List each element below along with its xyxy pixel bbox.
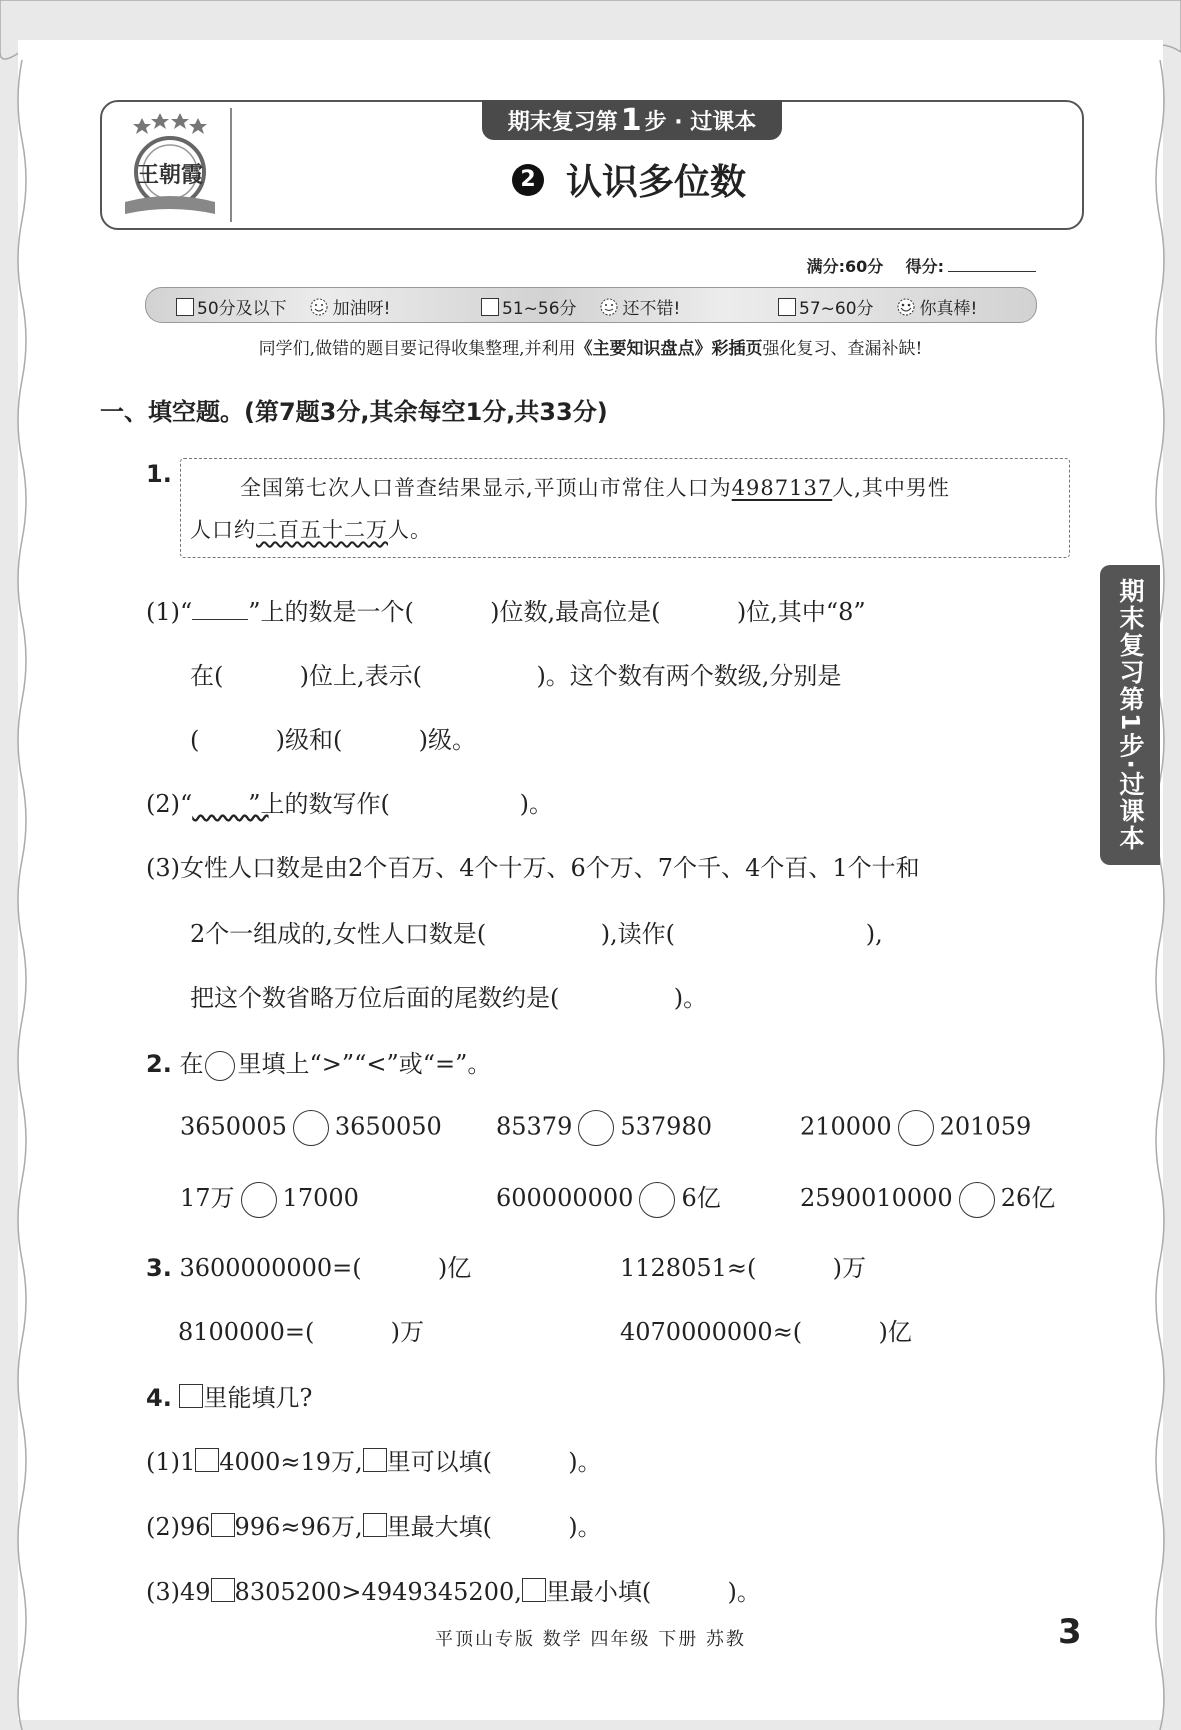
step-tab-pre: 期末复习第 [507, 109, 618, 135]
rating-checkbox[interactable] [778, 298, 796, 316]
q1-part1-line3: ( )级和( )级。 [190, 726, 477, 754]
score-blank[interactable] [948, 271, 1036, 272]
cheer-icon [309, 297, 329, 317]
note-pre: 同学们,做错的题目要记得收集整理,并利用 [258, 339, 576, 359]
section-title: 一、填空题。(第7题3分,其余每空1分,共33分) [100, 398, 608, 426]
rating-checkbox[interactable] [481, 298, 499, 316]
compare-right: 17000 [282, 1184, 359, 1212]
text: 里可以填( )。 [386, 1448, 602, 1476]
page-number: 3 [1058, 1612, 1082, 1652]
square-icon [211, 1578, 235, 1602]
lesson-number-badge: 2 [512, 164, 544, 196]
brand-logo [120, 110, 220, 220]
passage-male-number: 二百五十二万 [256, 518, 388, 542]
q3-item-b: 1128051≈( )万 [620, 1254, 867, 1282]
q4-part2 [146, 1507, 602, 1542]
compare-circle[interactable] [959, 1182, 995, 1218]
q1-part3-line2: 2个一组成的,女性人口数是( ),读作( ), [190, 920, 883, 948]
square-icon [195, 1448, 219, 1472]
question-number: 4. [146, 1384, 172, 1412]
q4-prompt [146, 1378, 312, 1413]
rating-item [176, 294, 390, 319]
q1-part1-line2: 在( )位上,表示( )。这个数有两个数级,分别是 [190, 662, 842, 690]
question-number: 2. [146, 1050, 172, 1078]
text: 8305200>4949345200, [234, 1578, 522, 1606]
text: 996≈96万, [234, 1513, 363, 1541]
step-tab [482, 100, 782, 140]
q3-item-d: 4070000000≈( )亿 [620, 1318, 912, 1346]
underline-marker [192, 619, 248, 620]
compare-item [800, 1110, 1031, 1146]
q3-item-a [146, 1248, 471, 1283]
compare-circle[interactable] [639, 1182, 675, 1218]
text: 3600000000=( )亿 [179, 1254, 472, 1282]
lesson-title-text: 认识多位数 [566, 162, 747, 203]
step-tab-post: 步 · 过课本 [644, 109, 757, 135]
compare-right: 201059 [939, 1112, 1032, 1141]
compare-right: 3650050 [334, 1112, 442, 1141]
wavy-marker [192, 790, 248, 818]
study-note [0, 334, 1181, 359]
rating-range: 50分及以下 [197, 299, 287, 319]
logo-text: 王朝霞 [136, 162, 203, 188]
compare-circle[interactable] [293, 1110, 329, 1146]
side-tab: 期末复习第1步·过课本 [1100, 565, 1160, 865]
passage-text: 人口约 [190, 518, 256, 542]
text: 里最小填( )。 [545, 1578, 761, 1606]
footer-edition: 平顶山专版 数学 四年级 下册 苏教 [435, 1629, 746, 1650]
text: (2)96 [146, 1513, 211, 1541]
passage-line [190, 514, 432, 544]
q1-part1-line1 [146, 592, 866, 627]
compare-left: 210000 [800, 1112, 892, 1141]
square-icon [211, 1513, 235, 1537]
header-divider [230, 108, 232, 222]
compare-circle[interactable] [898, 1110, 934, 1146]
q3-item-c: 8100000=( )万 [178, 1318, 425, 1346]
rating-range: 51~56分 [502, 299, 577, 319]
text: (3)49 [146, 1578, 211, 1606]
compare-circle[interactable] [241, 1182, 277, 1218]
q4-part3 [146, 1572, 761, 1607]
lesson-title [512, 154, 746, 205]
compare-item [496, 1110, 712, 1146]
text: (1)1 [146, 1448, 196, 1476]
rating-item [481, 294, 680, 319]
rating-checkbox[interactable] [176, 298, 194, 316]
passage-line [240, 472, 950, 502]
compare-right: 6亿 [681, 1184, 721, 1212]
rating-message: 加油呀! [332, 299, 391, 319]
circle-icon [205, 1051, 235, 1081]
compare-left: 3650005 [180, 1112, 287, 1141]
compare-item [180, 1110, 442, 1146]
compare-left: 2590010000 [800, 1184, 953, 1212]
text: (2)“ [146, 790, 193, 818]
text: 里最大填( )。 [386, 1513, 602, 1541]
text: 里填上“>”“<”或“=”。 [237, 1050, 492, 1078]
star-face-icon [896, 297, 916, 317]
question-number: 1. [146, 460, 172, 488]
q1-part3-line3: 把这个数省略万位后面的尾数约是( )。 [190, 984, 708, 1012]
compare-left: 85379 [496, 1112, 573, 1141]
text: ”上的数是一个( )位数,最高位是( )位,其中“8” [248, 598, 866, 626]
score-line [807, 254, 1036, 277]
passage-text: 人。 [388, 518, 432, 542]
compare-right: 26亿 [1000, 1184, 1056, 1212]
text: 4000≈19万, [219, 1448, 363, 1476]
passage-text: 人,其中男性 [832, 476, 950, 500]
text: (1)“ [146, 598, 193, 626]
q1-part3-line1: (3)女性人口数是由2个百万、4个十万、6个万、7个千、4个百、1个十和 [146, 854, 920, 882]
text: ”上的数写作( )。 [248, 790, 553, 818]
compare-right: 537980 [620, 1112, 712, 1141]
compare-item [496, 1178, 721, 1218]
compare-left: 600000000 [496, 1184, 634, 1212]
square-icon [363, 1513, 387, 1537]
full-score: 满分:60分 [806, 257, 884, 276]
question-number: 3. [146, 1254, 172, 1282]
rating-item [778, 294, 977, 319]
note-book: 《主要知识盘点》彩插页 [575, 339, 763, 359]
rating-bar [145, 287, 1037, 323]
compare-item [180, 1178, 359, 1218]
q4-part1 [146, 1442, 602, 1477]
q2-prompt [146, 1044, 491, 1081]
rating-range: 57~60分 [799, 299, 874, 319]
square-icon [179, 1384, 203, 1408]
rating-message: 你真棒! [919, 299, 978, 319]
lesson-header [100, 100, 1084, 230]
compare-left: 17万 [180, 1184, 235, 1212]
compare-item [800, 1178, 1055, 1218]
text: 里能填几? [203, 1384, 313, 1412]
compare-circle[interactable] [578, 1110, 614, 1146]
square-icon [363, 1448, 387, 1472]
smile-icon [599, 297, 619, 317]
rating-message: 还不错! [622, 299, 681, 319]
step-number: 1 [620, 102, 642, 138]
score-label: 得分: [905, 257, 944, 276]
text: 在 [179, 1050, 204, 1078]
passage-population-number: 4987137 [731, 476, 833, 500]
passage-text: 全国第七次人口普查结果显示,平顶山市常住人口为 [240, 476, 732, 500]
note-post: 强化复习、查漏补缺! [762, 339, 923, 359]
q1-part2 [146, 784, 553, 819]
square-icon [522, 1578, 546, 1602]
